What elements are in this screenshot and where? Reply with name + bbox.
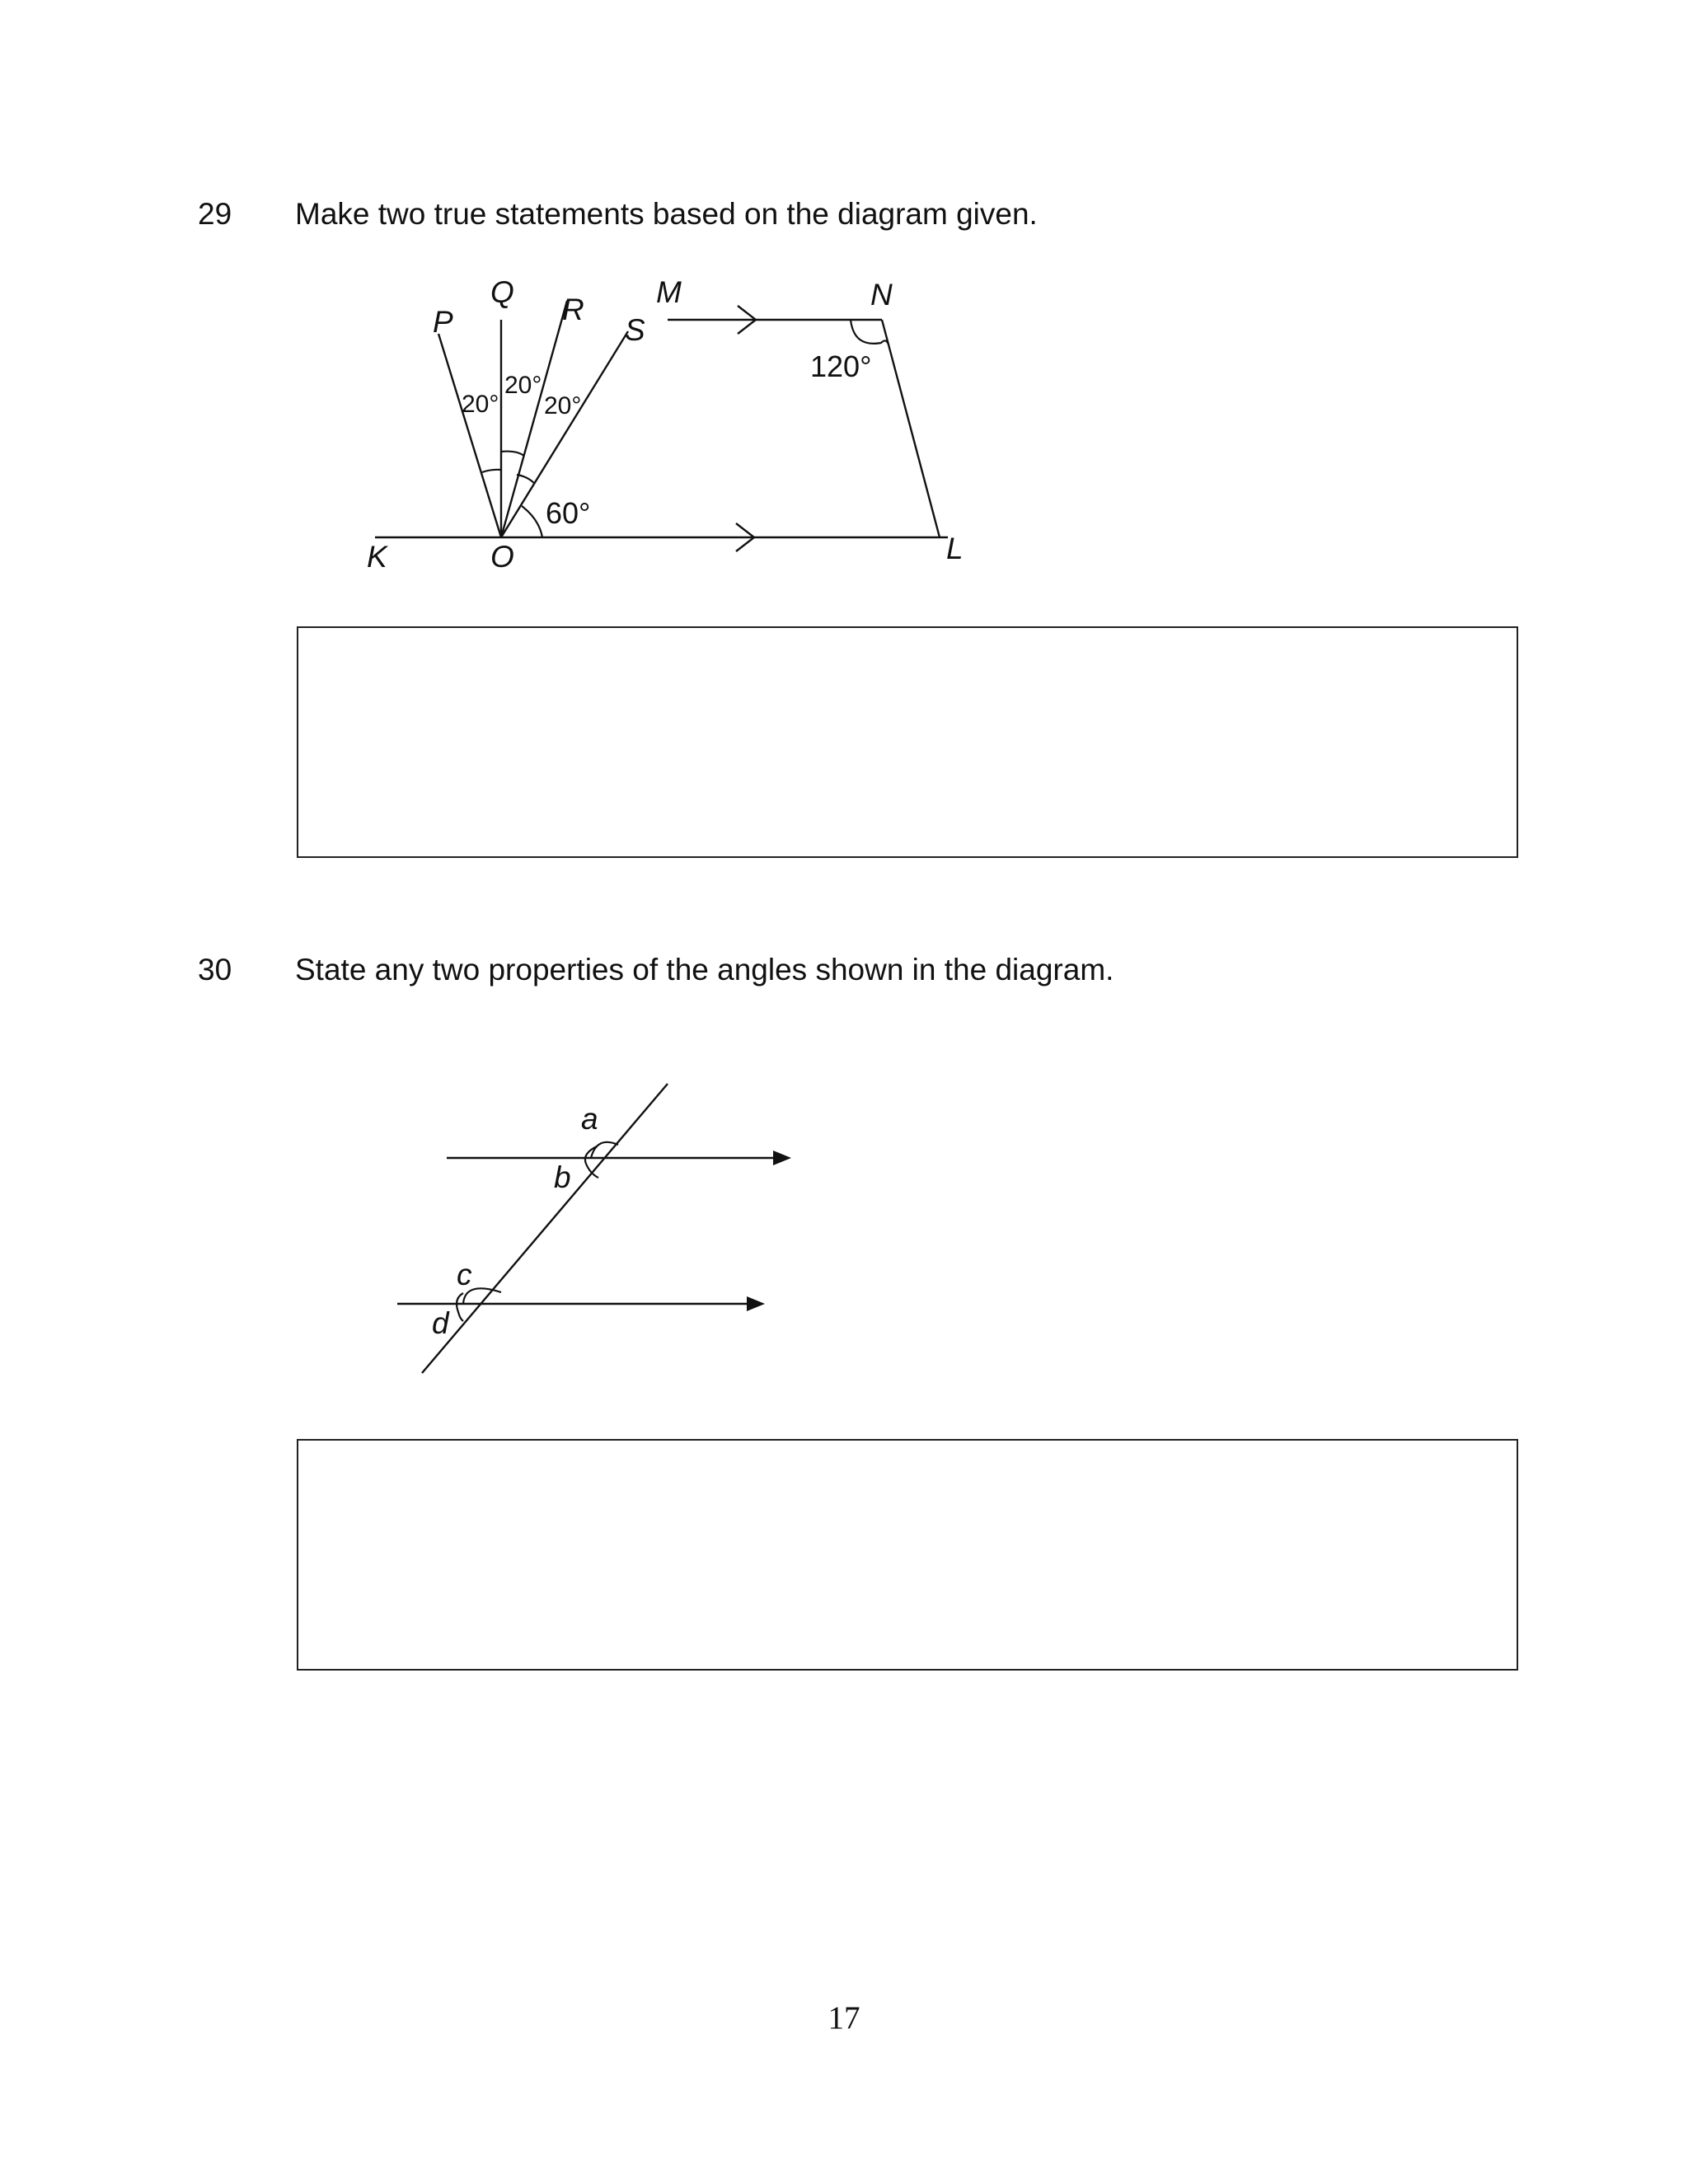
label-s: S [625, 313, 645, 347]
label-n: N [870, 278, 893, 312]
arc-sl [522, 506, 542, 537]
arc-qr [501, 452, 524, 456]
angle-sl: 60° [546, 496, 591, 530]
label-a: a [581, 1102, 598, 1136]
label-l: L [946, 532, 964, 565]
label-c: c [457, 1258, 472, 1291]
label-m: M [656, 275, 682, 309]
label-q: Q [490, 275, 514, 309]
diagram-q30 [387, 1071, 783, 1385]
transversal [422, 1084, 668, 1373]
label-o: O [490, 540, 514, 574]
angle-rs: 20° [544, 392, 582, 419]
page-number: 17 [828, 2000, 860, 2036]
question-text-29: Make two true statements based on the diagram given. [295, 197, 1038, 231]
question-number-29: 29 [198, 197, 232, 231]
answer-box-30[interactable] [297, 1439, 1518, 1671]
angle-qr: 20° [504, 372, 542, 399]
question-text-30: State any two properties of the angles shown in the diagram. [295, 953, 1114, 987]
answer-box-29[interactable] [297, 626, 1518, 858]
label-k: K [367, 540, 387, 574]
arc-rs [517, 475, 535, 484]
arc-pq [482, 470, 501, 472]
label-d: d [432, 1306, 449, 1340]
arc-d [457, 1293, 463, 1321]
line-n-l [882, 320, 940, 537]
diagram-q29 [346, 275, 1006, 574]
arrowhead-bottom [747, 1296, 765, 1311]
arc-a [591, 1142, 618, 1158]
angle-n: 120° [810, 349, 872, 383]
label-b: b [554, 1160, 571, 1194]
question-number-30: 30 [198, 953, 232, 987]
arc-b [585, 1146, 598, 1178]
angle-pq: 20° [462, 391, 499, 418]
label-p: P [433, 305, 453, 339]
label-r: R [562, 293, 584, 326]
ray-op [438, 334, 501, 537]
arrowhead-top [773, 1151, 791, 1165]
